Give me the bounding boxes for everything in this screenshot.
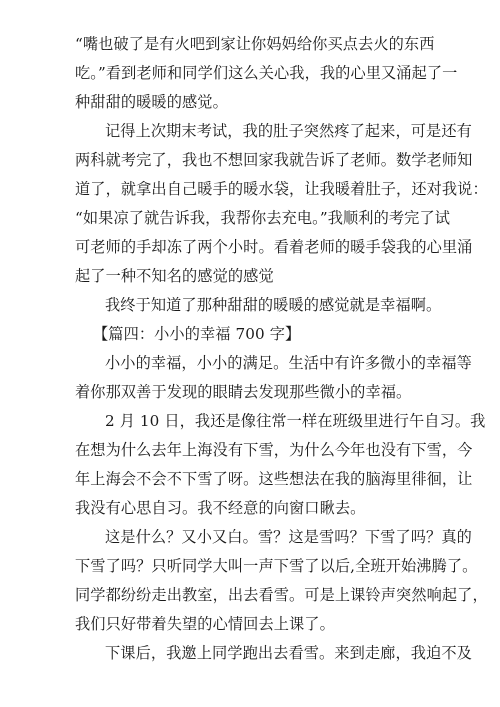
text-line-13: 着你那双善于发现的眼睛去发现那些微小的幸福。 (75, 383, 412, 401)
text-line-20: 同学都纷纷走出教室，出去看雪。可是上课铃声突然响起了， (75, 586, 488, 604)
document-body (75, 30, 488, 668)
text-line-9: 起了一种不知名的感觉的感觉 (75, 267, 274, 285)
text-line-15: 在想为什么去年上海没有下雪，为什么今年也没有下雪，今 (75, 441, 473, 459)
section-heading: 【篇四：小小的幸福 700 字】 (93, 325, 301, 343)
text-line-17: 我没有心思自习。我不经意的向窗口瞅去。 (75, 499, 366, 517)
text-line-12: 小小的幸福，小小的满足。生活中有许多微小的幸福等 (105, 354, 472, 372)
text-line-16: 年上海会不会不下雪了呀。这些想法在我的脑海里徘徊，让 (75, 470, 473, 488)
text-line-18: 这是什么？又小又白。雪？这是雪吗？下雪了吗？真的 (105, 528, 472, 546)
text-line-22: 下课后，我邀上同学跑出去看雪。来到走廊，我迫不及 (105, 644, 472, 662)
text-line-2: 吃。”看到老师和同学们这么关心我，我的心里又涌起了一 (75, 64, 458, 82)
text-line-21: 我们只好带着失望的心情回去上课了。 (75, 615, 335, 633)
text-line-19: 下雪了吗？只听同学大叫一声下雪了以后,全班开始沸腾了。 (75, 557, 478, 575)
text-line-7: “如果凉了就告诉我，我帮你去充电。”我顺利的考完了试 (75, 209, 451, 227)
text-line-8: 可老师的手却冻了两个小时。看着老师的暖手袋我的心里涌 (75, 238, 473, 256)
text-line-10: 我终于知道了那种甜甜的暖暖的感觉就是幸福啊。 (105, 296, 442, 314)
text-line-3: 种甜甜的暖暖的感觉。 (75, 93, 228, 111)
text-line-6: 道了，就拿出自己暖手的暖水袋，让我暖着肚子，还对我说： (75, 180, 488, 198)
text-line-1: “嘴也破了是有火吧到家让你妈妈给你买点去火的东西 (75, 35, 435, 53)
text-line-14: 2 月 10 日，我还是像往常一样在班级里进行午自习。我 (105, 412, 486, 430)
text-line-4: 记得上次期末考试，我的肚子突然疼了起来，可是还有 (105, 122, 472, 140)
text-line-5: 两科就考完了，我也不想回家我就告诉了老师。数学老师知 (75, 151, 473, 169)
